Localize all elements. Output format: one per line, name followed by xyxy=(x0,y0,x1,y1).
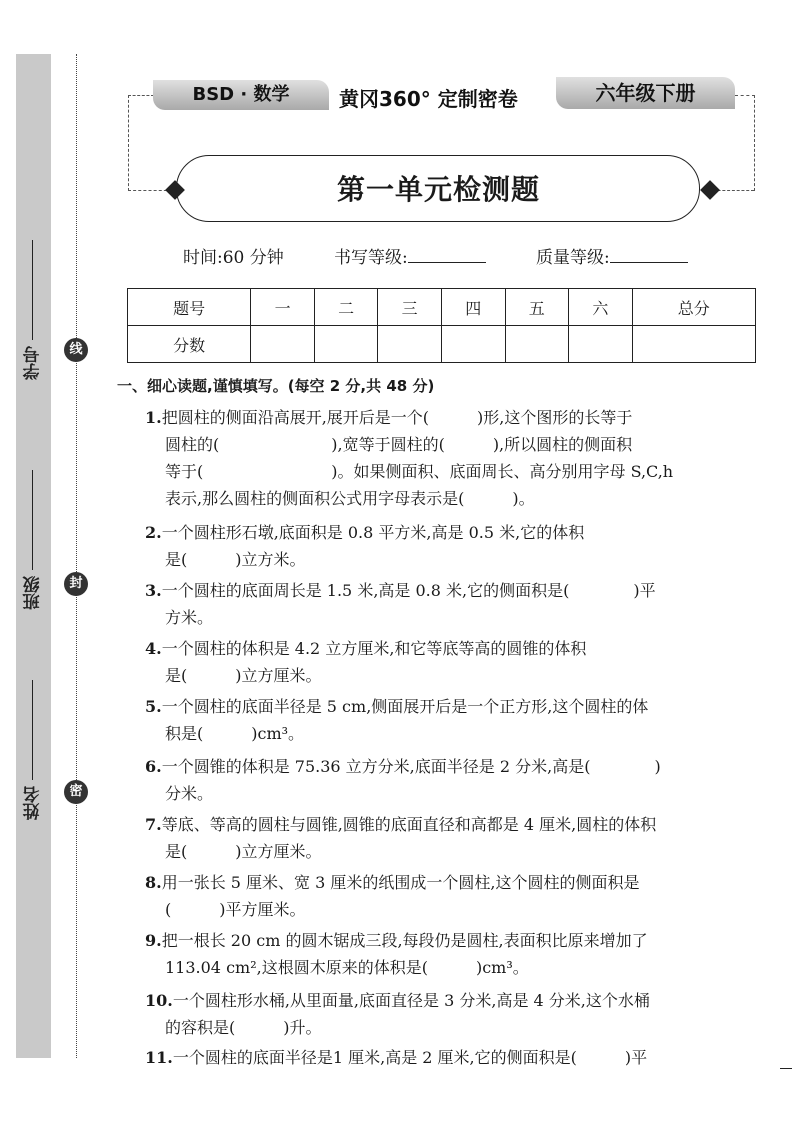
class-text: 班级 xyxy=(23,576,44,610)
class-blank xyxy=(33,470,34,570)
score-cell: 三 xyxy=(378,289,442,326)
question-item xyxy=(145,693,767,747)
question-number: 5. xyxy=(145,697,162,716)
question-continuation: 是( )立方米。 xyxy=(165,550,306,569)
score-cell: 五 xyxy=(505,289,569,326)
question-number: 4. xyxy=(145,639,162,658)
name-label xyxy=(18,680,48,820)
score-cell: 六 xyxy=(569,289,633,326)
question-continuation: ( )平方厘米。 xyxy=(165,900,306,919)
quality-grade-blank xyxy=(610,248,688,263)
question-first-line xyxy=(145,693,767,720)
section-title: 一、细心读题,谨慎填写。(每空 2 分,共 48 分) xyxy=(117,377,435,395)
question-text: 用一张长 5 厘米、宽 3 厘米的纸围成一个圆柱,这个圆柱的侧面积是 xyxy=(161,873,640,892)
score-blank-cell xyxy=(251,326,315,363)
question-continuation: 分米。 xyxy=(165,784,214,803)
score-table-score-row xyxy=(128,326,756,363)
question-first-line xyxy=(145,635,767,662)
question-item xyxy=(145,635,767,689)
question-number: 3. xyxy=(145,581,162,600)
question-first-line xyxy=(145,811,767,838)
question-item xyxy=(145,927,767,981)
question-number: 11. xyxy=(145,1048,173,1067)
score-blank-cell xyxy=(569,326,633,363)
question-continuation: 的容积是( )升。 xyxy=(165,1018,322,1037)
binding-dotted-line xyxy=(76,54,77,1058)
score-blank-cell xyxy=(505,326,569,363)
question-text: 一个圆柱的底面周长是 1.5 米,高是 0.8 米,它的侧面积是( )平 xyxy=(161,581,656,600)
score-row-label: 分数 xyxy=(128,326,251,363)
score-blank-cell xyxy=(441,326,505,363)
question-text: 把一根长 20 cm 的圆木锯成三段,每段仍是圆柱,表面积比原来增加了 xyxy=(161,931,648,950)
question-number: 6. xyxy=(145,757,162,776)
question-text: 一个圆柱形石墩,底面积是 0.8 平方米,高是 0.5 米,它的体积 xyxy=(161,523,585,542)
brand-text: 黄冈360° 定制密卷 xyxy=(339,87,518,111)
score-cell: 总分 xyxy=(632,289,755,326)
frame-dash-left xyxy=(128,95,129,191)
grade-tag: 六年级下册 xyxy=(556,77,735,109)
student-no-blank xyxy=(33,240,34,340)
score-cell: 一 xyxy=(251,289,315,326)
score-cell: 二 xyxy=(314,289,378,326)
writing-grade-blank xyxy=(408,248,486,263)
question-first-line xyxy=(145,987,767,1014)
series-tag: BSD · 数学 xyxy=(153,80,329,110)
score-cell: 题号 xyxy=(128,289,251,326)
writing-grade-label: 书写等级: xyxy=(334,248,408,268)
question-item xyxy=(145,811,767,865)
score-blank-cell xyxy=(632,326,755,363)
class-label xyxy=(18,470,48,610)
score-blank-cell xyxy=(378,326,442,363)
name-text: 姓名 xyxy=(23,786,44,820)
question-continuation: 113.04 cm²,这根圆木原来的体积是( )cm³。 xyxy=(165,958,529,977)
question-first-line xyxy=(145,519,767,546)
question-first-line xyxy=(145,577,767,604)
question-text: 一个圆柱的体积是 4.2 立方厘米,和它等底等高的圆锥的体积 xyxy=(161,639,587,658)
question-continuation: 是( )立方厘米。 xyxy=(165,842,322,861)
question-item xyxy=(145,519,767,573)
question-first-line xyxy=(145,753,767,780)
name-blank xyxy=(33,680,34,780)
seal-line-mark: 线 xyxy=(64,338,88,362)
exam-time: 时间:60 分钟 xyxy=(183,248,284,268)
quality-grade xyxy=(536,243,688,268)
score-blank-cell xyxy=(314,326,378,363)
quality-grade-label: 质量等级: xyxy=(536,248,610,268)
question-item xyxy=(145,577,767,631)
question-first-line xyxy=(145,869,767,896)
question-item xyxy=(145,404,767,512)
score-cell: 四 xyxy=(441,289,505,326)
question-text: 一个圆柱的底面半径是1 厘米,高是 2 厘米,它的侧面积是( )平 xyxy=(172,1048,648,1067)
question-item xyxy=(145,1044,767,1071)
seal-secret-mark: 密 xyxy=(64,780,88,804)
question-continuation: 圆柱的( ),宽等于圆柱的( ),所以圆柱的侧面积 xyxy=(165,435,633,454)
question-text: 一个圆柱形水桶,从里面量,底面直径是 3 分米,高是 4 分米,这个水桶 xyxy=(172,991,650,1010)
question-continuation: 表示,那么圆柱的侧面积公式用字母表示是( )。 xyxy=(165,489,535,508)
writing-grade xyxy=(334,243,486,268)
page-title: 第一单元检测题 xyxy=(336,173,540,206)
page-edge-mark xyxy=(780,1068,792,1069)
seal-seal-mark: 封 xyxy=(64,572,88,596)
question-continuation: 方米。 xyxy=(165,608,214,627)
question-continuation: 等于( )。如果侧面积、底面周长、高分别用字母 S,C,h xyxy=(165,462,674,481)
question-number: 2. xyxy=(145,523,162,542)
score-table xyxy=(127,288,756,363)
question-text: 把圆柱的侧面沿高展开,展开后是一个( )形,这个图形的长等于 xyxy=(161,408,633,427)
question-number: 10. xyxy=(145,991,173,1010)
diamond-right-icon xyxy=(700,180,720,200)
score-table-header-row xyxy=(128,289,756,326)
question-number: 8. xyxy=(145,873,162,892)
question-item xyxy=(145,753,767,807)
header-dash-left xyxy=(128,95,154,96)
question-first-line xyxy=(145,927,767,954)
question-number: 7. xyxy=(145,815,162,834)
question-number: 9. xyxy=(145,931,162,950)
frame-dash-right xyxy=(754,95,755,191)
question-text: 等底、等高的圆柱与圆锥,圆锥的底面直径和高都是 4 厘米,圆柱的体积 xyxy=(161,815,657,834)
header-dash-right xyxy=(735,95,755,96)
question-number: 1. xyxy=(145,408,162,427)
question-item xyxy=(145,869,767,923)
question-continuation: 积是( )cm³。 xyxy=(165,724,305,743)
student-no-label xyxy=(18,240,48,380)
question-item xyxy=(145,987,767,1041)
question-continuation: 是( )立方厘米。 xyxy=(165,666,322,685)
question-first-line xyxy=(145,1044,767,1071)
question-text: 一个圆柱的底面半径是 5 cm,侧面展开后是一个正方形,这个圆柱的体 xyxy=(161,697,649,716)
student-no-text: 学号 xyxy=(23,346,44,380)
question-text: 一个圆锥的体积是 75.36 立方分米,底面半径是 2 分米,高是( ) xyxy=(161,757,661,776)
question-first-line xyxy=(145,404,767,431)
